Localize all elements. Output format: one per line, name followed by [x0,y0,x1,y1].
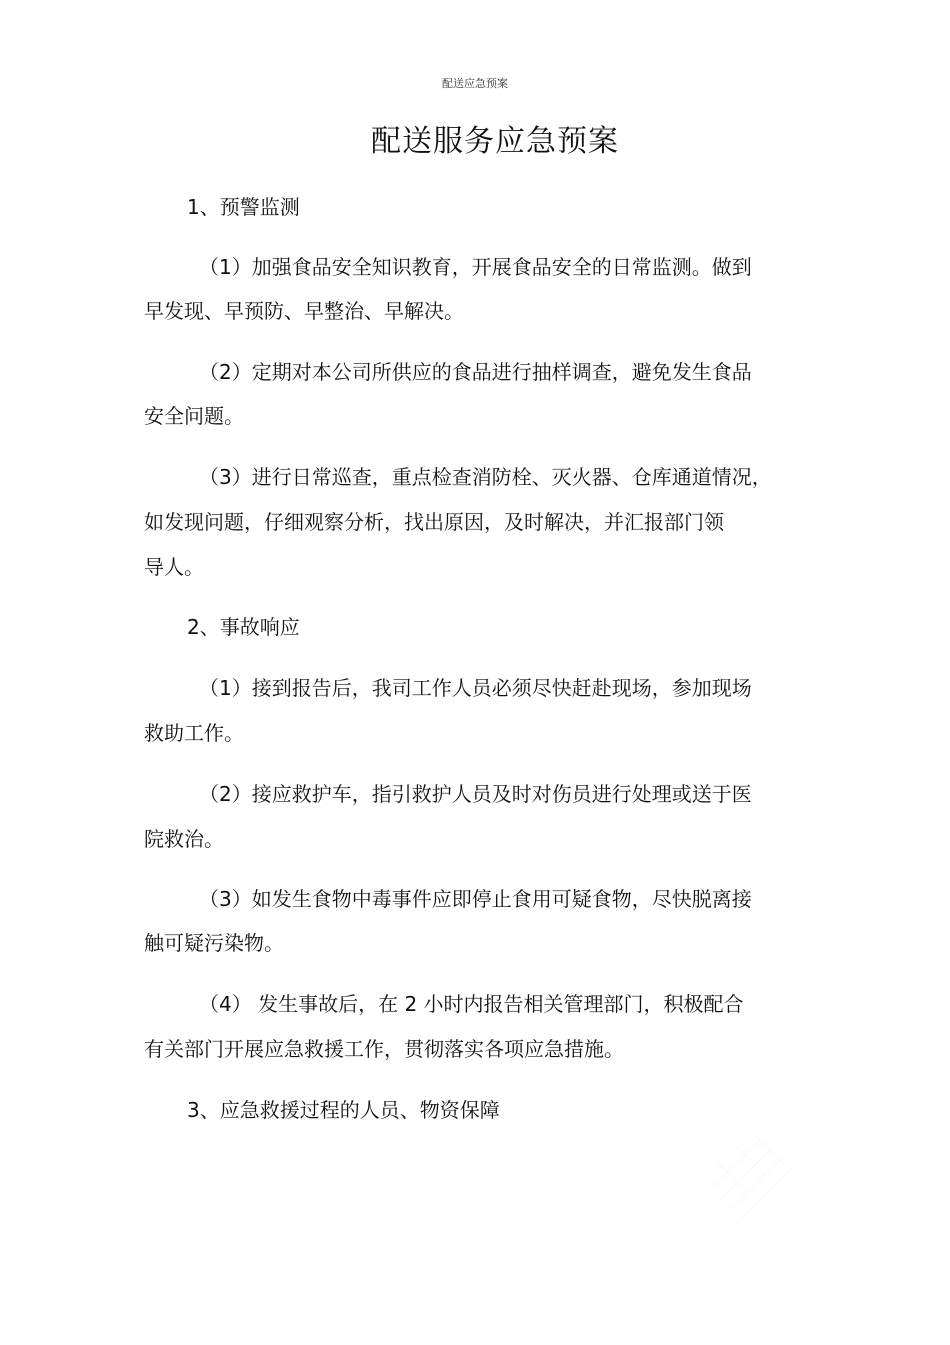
paragraph-line: （2）定期对本公司所供应的食品进行抽样调查，避免发生食品 [199,360,752,384]
paragraph-line: （3）进行日常巡查，重点检查消防栓、灭火器、仓库通道情况， [199,465,772,489]
paragraph-line: 有关部门开展应急救援工作，贯彻落实各项应急措施。 [144,1037,624,1061]
section-heading-3: 3、应急救援过程的人员、物资保障 [187,1098,500,1122]
paragraph-line: 如发现问题，仔细观察分析，找出原因，及时解决，并汇报部门领 [144,510,724,534]
paragraph-line: 早发现、早预防、早整治、早解决。 [144,299,464,323]
paragraph-line: 触可疑污染物。 [144,931,284,955]
paragraph-line: （2）接应救护车，指引救护人员及时对伤员进行处理或送于医 [199,782,752,806]
page-title: 配送服务应急预案 [371,124,619,159]
section-heading-1: 1、预警监测 [187,195,300,219]
paragraph-line: （4） 发生事故后，在 2 小时内报告相关管理部门，积极配合 [199,992,744,1016]
paragraph-line: 救助工作。 [144,721,244,745]
paragraph-line: （1）加强食品安全知识教育，开展食品安全的日常监测。做到 [199,255,752,279]
running-header: 配送应急预案 [442,77,508,90]
section-heading-2: 2、事故响应 [187,615,300,639]
paragraph-line: 院救治。 [144,827,224,851]
watermark-icon [700,1120,810,1230]
paragraph-line: 导人。 [144,555,204,579]
paragraph-line: （1）接到报告后，我司工作人员必须尽快赶赴现场，参加现场 [199,676,752,700]
paragraph-line: （3）如发生食物中毒事件应即停止食用可疑食物，尽快脱离接 [199,887,752,911]
paragraph-line: 安全问题。 [144,404,244,428]
